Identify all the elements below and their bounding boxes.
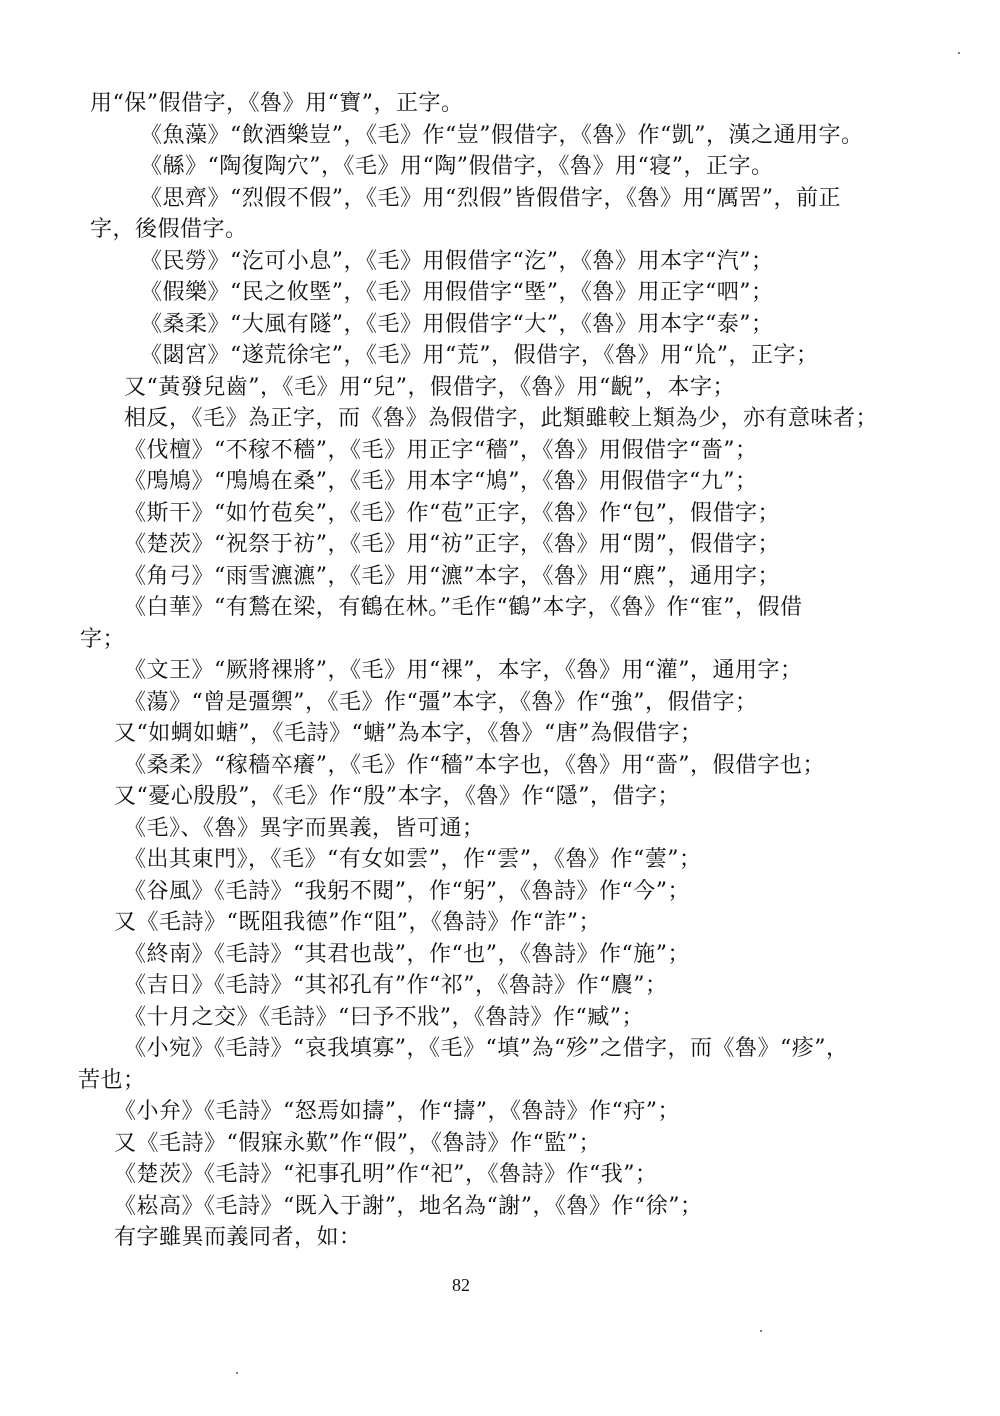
text-line: 又《毛詩》“假寐永歎”作“假”，《魯詩》作“監”；	[114, 1130, 601, 1156]
text-line: 《桑柔》“稼穡卒癢”，《毛》作“穡”本字也，《魯》用“嗇”，假借字也；	[124, 752, 825, 778]
text-line: 又“如蜩如螗”，《毛詩》“螗”為本字，《魯》“唐”為假借字；	[114, 721, 703, 746]
scan-speck	[958, 52, 960, 54]
page-number: 82	[452, 1275, 470, 1295]
text-line: 又“憂心殷殷”，《毛》作“殷”本字，《魯》作“隱”，借字；	[114, 784, 680, 809]
text-line: 《閟宮》“遂荒徐宅”，《毛》用“荒”，假借字，《魯》用“㠩”，正字；	[140, 343, 819, 368]
text-line: 有字雖異而義同者，如：	[114, 1225, 362, 1250]
text-line: 《楚茨》“祝祭于祊”，《毛》用“祊”正字，《魯》用“閍”，假借字；	[124, 532, 780, 557]
text-line: 《小宛》《毛詩》“哀我填寡”，《毛》“填”為“殄”之借字，而《魯》“疹”，	[124, 1036, 849, 1061]
text-line: 苦也；	[78, 1067, 146, 1093]
text-line: 相反，《毛》為正字，而《魯》為假借字，此類雖較上類為少，亦有意味者；	[124, 406, 879, 431]
text-line: 《吉日》《毛詩》“其祁孔有”作“祁”，《魯詩》作“麎”；	[124, 973, 668, 998]
text-line: 《小弁》《毛詩》“怒焉如擣”，作“擣”，《魯詩》作“疛”；	[114, 1099, 680, 1124]
text-line: 《鳲鳩》“鳲鳩在桑”，《毛》用本字“鳩”，《魯》用假借字“九”；	[124, 469, 758, 494]
text-line: 字；	[80, 626, 126, 652]
text-line: 《文王》“厥將裸將”，《毛》用“裸”，本字，《魯》用“灌”，通用字；	[124, 658, 803, 683]
text-line: 《毛》、《魯》異字而異義，皆可通；	[124, 815, 485, 841]
text-line: 又“黃發兒齒”，《毛》用“兒”，假借字，《魯》用“齯”，本字；	[124, 374, 735, 400]
text-line: 又《毛詩》“既阻我德”作“阻”，《魯詩》作“詐”；	[114, 910, 601, 935]
text-line: 《假樂》“民之攸塈”，《毛》用假借字“塈”，《魯》用正字“呬”；	[140, 280, 774, 305]
text-line: 《斯干》“如竹苞矣”，《毛》作“苞”正字，《魯》作“包”，假借字；	[124, 500, 780, 526]
text-line: 《蕩》“曾是彊禦”，《毛》作“彊”本字，《魯》作“強”，假借字；	[124, 689, 758, 715]
text-line: 《民勞》“汔可小息”，《毛》用假借字“汔”，《魯》用本字“汽”；	[140, 248, 774, 274]
text-line: 《白華》“有鶖在梁，有鶴在林。”毛作“鶴”本字，《魯》作“寉”，假借	[124, 595, 803, 620]
text-line: 字，後假借字。	[90, 217, 248, 242]
text-line: 《角弓》“雨雪瀌瀌”，《毛》用“瀌”本字，《魯》用“麃”，通用字；	[124, 563, 780, 589]
text-line: 《出其東門》，《毛》“有女如雲”，作“雲”，《魯》作“蕓”；	[124, 847, 702, 872]
text-line: 《十月之交》《毛詩》“曰予不戕”，《魯詩》作“臧”；	[124, 1004, 644, 1030]
scan-speck	[760, 1330, 762, 1332]
text-line: 《終南》《毛詩》“其君也哉”，作“也”，《魯詩》作“施”；	[124, 941, 690, 967]
text-line: 《思齊》“烈假不假”，《毛》用“烈假”皆假借字，《魯》用“厲罟”，前正	[140, 185, 841, 211]
text-line: 《緜》“陶復陶穴”，《毛》用“陶”假借字，《魯》用“寝”，正字。	[140, 154, 774, 179]
text-line: 《崧高》《毛詩》“既入于謝”，地名為“謝”，《魯》作“徐”；	[114, 1193, 703, 1219]
text-line: 《魚藻》“飲酒樂豈”，《毛》作“豈”假借字，《魯》作“凱”，漢之通用字。	[140, 122, 864, 148]
text-line: 《谷風》《毛詩》“我躬不閱”，作“躬”，《魯詩》作“今”；	[124, 878, 690, 904]
text-line: 《桑柔》“大風有隧”，《毛》用假借字“大”，《魯》用本字“泰”；	[140, 311, 774, 337]
scan-speck	[236, 1372, 238, 1374]
text-line: 《伐檀》“不稼不穡”，《毛》用正字“穡”，《魯》用假借字“嗇”；	[124, 437, 758, 463]
text-line: 用“保”假借字，《魯》用“寶”，正字。	[90, 91, 464, 116]
text-line: 《楚茨》《毛詩》“祀事孔明”作“祀”，《魯詩》作“我”；	[114, 1162, 658, 1187]
